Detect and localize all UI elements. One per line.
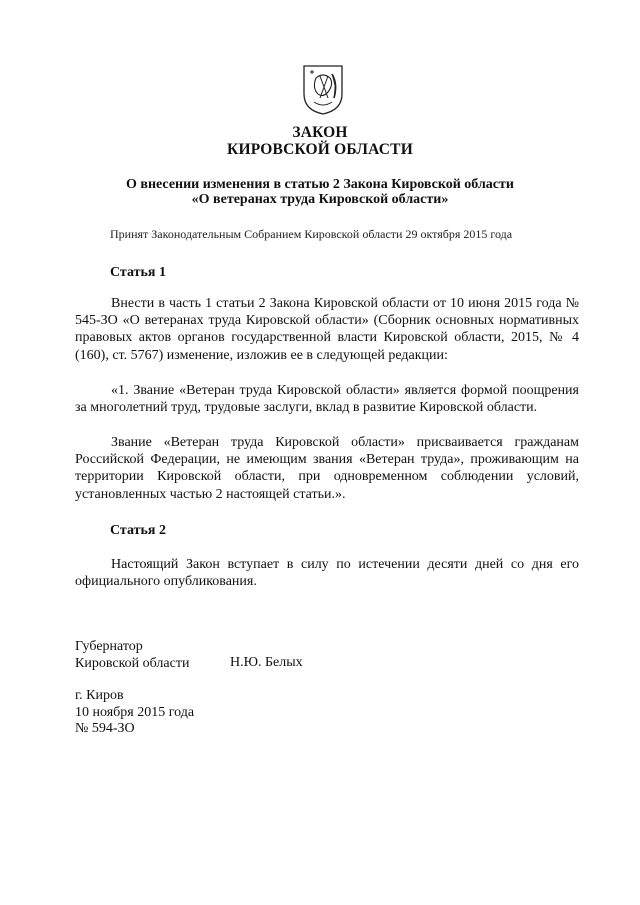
article-1-heading: Статья 1 (110, 265, 166, 280)
signatory-position-line1: Губернатор (75, 639, 143, 654)
document-title-line2: КИРОВСКОЙ ОБЛАСТИ (227, 141, 413, 158)
adoption-note: Принят Законодательным Собранием Кировской области 29 октября 2015 года (110, 227, 513, 241)
document-subtitle-line1: О внесении изменения в статью 2 Закона Кировской области (126, 177, 514, 192)
article-2-heading: Статья 2 (110, 523, 166, 538)
signatory-position-line2: Кировской области (75, 656, 190, 671)
coat-of-arms-icon (302, 64, 344, 116)
signatory-name: Н.Ю. Белых (230, 655, 303, 670)
article-1-paragraph-3: Звание «Ветеран труда Кировской области» присваивается гражданам Российской Федерации, не имеющим звания «Ветеран труда», проживающим на территории Кировской области, при одновременном соблюдении условий, установленных частью 2 настоящей статьи.». (75, 435, 579, 502)
article-1-paragraph-1: Внести в часть 1 статьи 2 Закона Кировской области от 10 июня 2015 года № 545-ЗО «О ветеранах труда Кировской области» (Сборник основных нормативных правовых актов органов государственной власти Кировской области, 2015, № 4 (160), ст. 5767) изменение, изложив ее в следующей редакции: (75, 296, 579, 363)
document-subtitle-line2: «О ветеранах труда Кировской области» (191, 192, 449, 207)
document-title-line1: ЗАКОН (292, 124, 348, 141)
article-2-paragraph-1: Настоящий Закон вступает в силу по истечении десяти дней со дня его официального опубликования. (75, 557, 579, 590)
place-date-number (75, 688, 194, 738)
signing-date: 10 ноября 2015 года (75, 704, 195, 720)
article-1-paragraph-2: «1. Звание «Ветеран труда Кировской области» является формой поощрения за многолетний труд, трудовые заслуги, вклад в развитие Кировской области. (75, 383, 579, 416)
law-number: № 594-ЗО (75, 721, 135, 736)
city: г. Киров (75, 688, 124, 703)
